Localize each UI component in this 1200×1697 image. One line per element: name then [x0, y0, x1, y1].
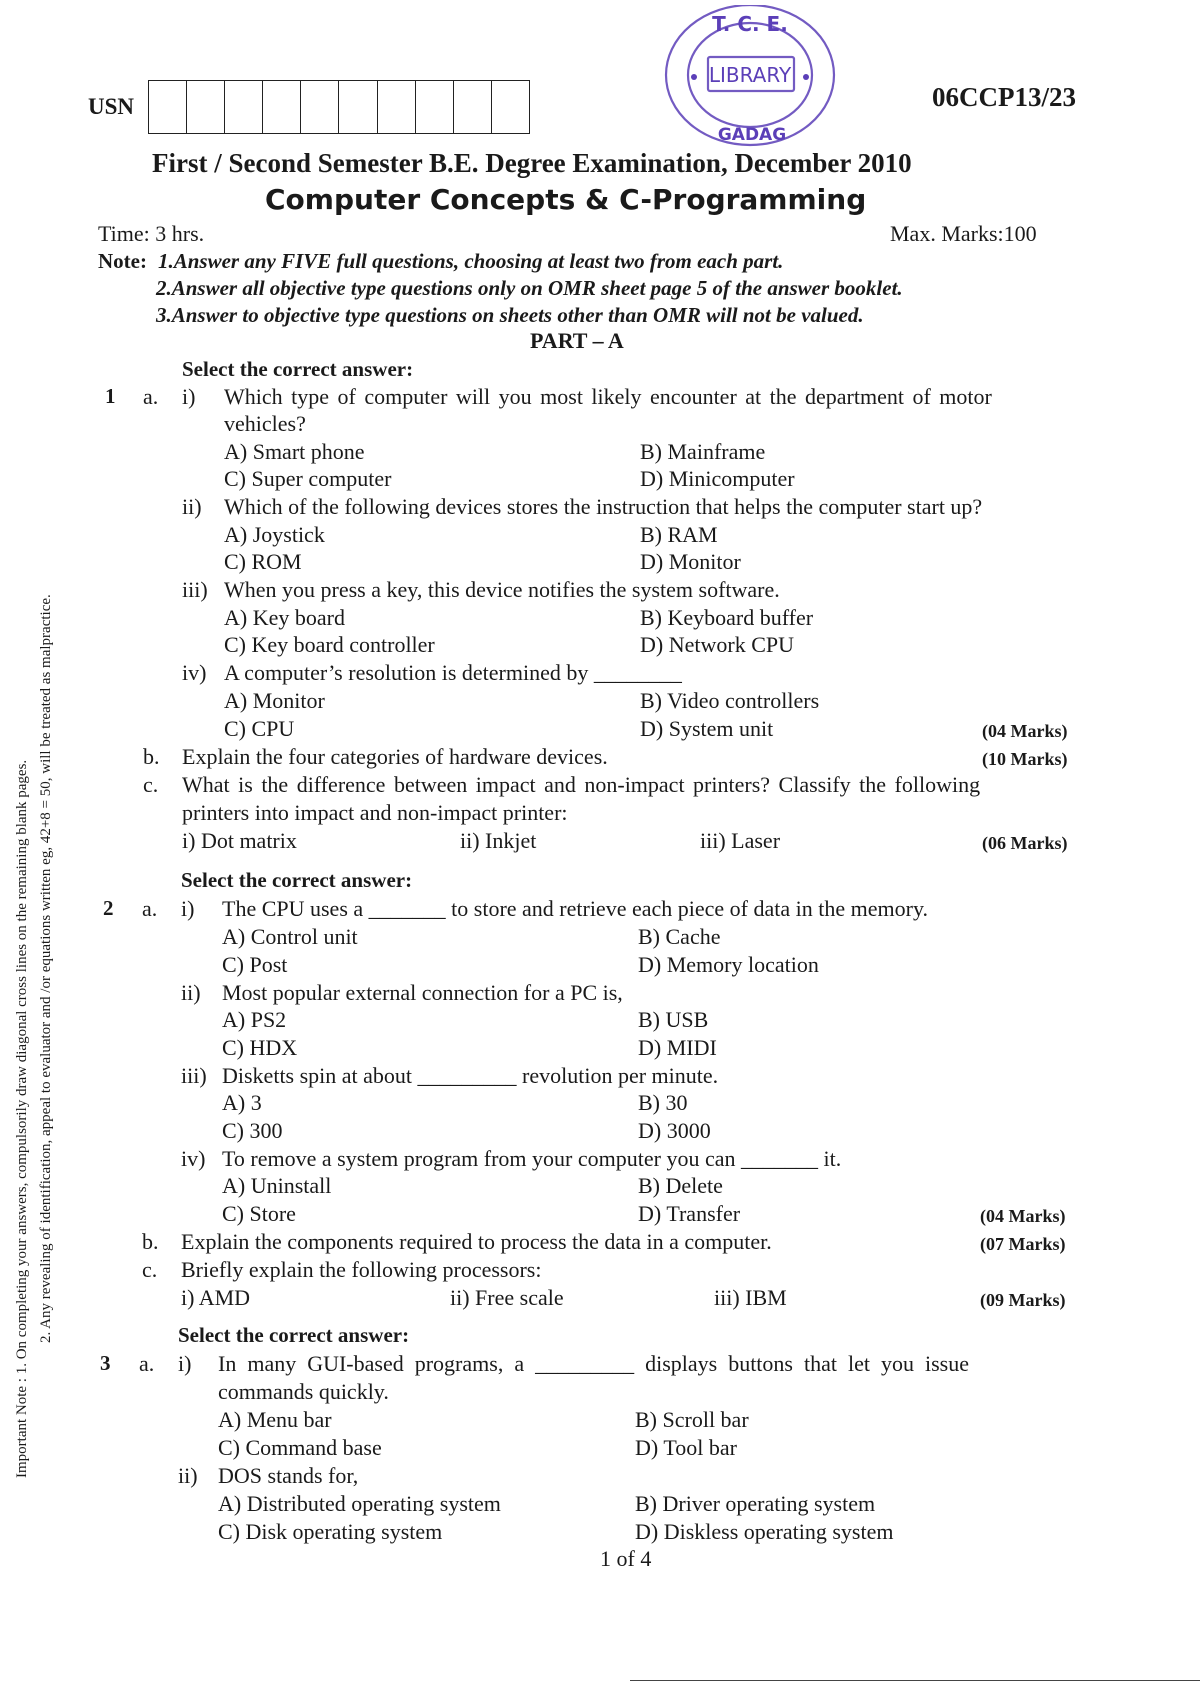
usn-digit-box [378, 81, 416, 133]
q1-part-b: b. [143, 744, 160, 769]
q2-b-marks: (07 Marks) [980, 1234, 1066, 1254]
q1-c-item-ii: ii) Inkjet [460, 828, 537, 853]
q2-a-marks: (04 Marks) [980, 1206, 1066, 1226]
max-marks-label: Max. Marks:100 [890, 221, 1037, 246]
q1-iii-option-d: D) Network CPU [640, 632, 794, 657]
q2-ii-option-b: B) USB [638, 1007, 709, 1032]
q2-b-text: Explain the components required to process the data in a computer. [181, 1229, 772, 1254]
bottom-rule [630, 1680, 1200, 1681]
q2-ii-label: ii) [181, 980, 201, 1005]
exam-title: First / Second Semester B.E. Degree Examination, December 2010 [152, 148, 912, 178]
q1-c-text: What is the difference between impact and non-impact printers? Classify the following [182, 772, 981, 797]
stamp-top-text: T. C. E. [712, 12, 788, 36]
q3-part-a: a. [139, 1351, 155, 1376]
q2-c-item-iii: iii) IBM [714, 1285, 787, 1310]
q2-number: 2 [103, 896, 114, 920]
q2-i-option-a: A) Control unit [222, 924, 358, 949]
note-2: 2.Answer all objective type questions only on OMR sheet page 5 of the answer booklet. [156, 276, 903, 300]
q2-i-text: The CPU uses a _______ to store and retrieve each piece of data in the memory. [222, 896, 929, 921]
q3-i-text-2: commands quickly. [218, 1379, 389, 1404]
q1-ii-option-a: A) Joystick [224, 522, 325, 547]
q1-i-option-c: C) Super computer [224, 466, 392, 491]
note-1: 1.Answer any FIVE full questions, choosing at least two from each part. [158, 249, 784, 273]
subject-title: Computer Concepts & C-Programming [265, 183, 867, 216]
q2-i-option-c: C) Post [222, 952, 288, 977]
stamp-bottom-text: GADAG [717, 125, 787, 145]
usn-digit-box [149, 81, 187, 133]
usn-digit-box [339, 81, 377, 133]
q1-select-heading: Select the correct answer: [182, 357, 414, 381]
q3-i-option-c: C) Command base [218, 1435, 382, 1460]
q1-ii-text: Which of the following devices stores the instruction that helps the computer start up? [224, 494, 983, 519]
q2-iv-label: iv) [181, 1146, 206, 1171]
q1-iii-text: When you press a key, this device notifies the system software. [224, 577, 780, 602]
q1-iv-option-c: C) CPU [224, 716, 295, 741]
q1-i-option-b: B) Mainframe [640, 439, 766, 464]
q1-b-marks: (10 Marks) [982, 749, 1068, 769]
q1-ii-option-b: B) RAM [640, 522, 718, 547]
usn-digit-box [187, 81, 225, 133]
usn-box [148, 80, 530, 134]
side-note-2: 2. Any revealing of identification, appeal to evaluator and /or equations written eg, 42+8 = 50, will be treated as malpractice. [38, 594, 54, 1343]
usn-digit-box [492, 81, 529, 133]
q1-i-option-d: D) Minicomputer [640, 466, 795, 491]
q2-iii-option-d: D) 3000 [638, 1118, 711, 1143]
q2-ii-text: Most popular external connection for a PC is, [222, 980, 623, 1005]
usn-digit-box [225, 81, 263, 133]
q2-iii-label: iii) [181, 1063, 207, 1088]
usn-digit-box [301, 81, 339, 133]
q3-i-label: i) [178, 1351, 192, 1376]
q1-a-marks: (04 Marks) [982, 721, 1068, 741]
q3-select-heading: Select the correct answer: [178, 1323, 410, 1347]
q1-iv-label: iv) [182, 660, 207, 685]
q2-iv-option-a: A) Uninstall [222, 1173, 332, 1198]
q1-ii-option-c: C) ROM [224, 549, 302, 574]
q1-i-text-2: vehicles? [224, 411, 306, 436]
usn-digit-box [454, 81, 492, 133]
q2-ii-option-a: A) PS2 [222, 1007, 287, 1032]
note-label: Note: [98, 249, 147, 273]
q2-iii-text: Disketts spin at about _________ revolution per minute. [222, 1063, 719, 1088]
q2-i-option-b: B) Cache [638, 924, 721, 949]
q2-part-a: a. [142, 896, 158, 921]
library-stamp [660, 5, 840, 155]
q1-part-a: a. [143, 384, 159, 409]
q1-c-item-iii: iii) Laser [700, 828, 781, 853]
q1-c-item-i: i) Dot matrix [182, 828, 297, 853]
q1-iii-option-c: C) Key board controller [224, 632, 435, 657]
q2-iii-option-a: A) 3 [222, 1090, 262, 1115]
q2-c-item-ii: ii) Free scale [450, 1285, 564, 1310]
q3-ii-option-c: C) Disk operating system [218, 1519, 443, 1544]
q2-iv-option-b: B) Delete [638, 1173, 723, 1198]
q2-c-marks: (09 Marks) [980, 1290, 1066, 1310]
side-note-1: Important Note : 1. On completing your answers, compulsorily draw diagonal cross lines on the remaining blank pages. [14, 759, 30, 1478]
time-label: Time: 3 hrs. [98, 221, 205, 246]
q3-i-option-b: B) Scroll bar [635, 1407, 749, 1432]
q1-number: 1 [105, 384, 116, 408]
q1-ii-label: ii) [182, 494, 202, 519]
q2-c-item-i: i) AMD [181, 1285, 251, 1310]
q1-part-c: c. [143, 772, 159, 797]
usn-digit-box [416, 81, 454, 133]
q1-i-text: Which type of computer will you most likely encounter at the department of motor [224, 384, 992, 409]
q1-iii-label: iii) [182, 577, 208, 602]
q2-i-label: i) [181, 896, 195, 921]
q3-ii-option-a: A) Distributed operating system [218, 1491, 501, 1516]
q1-b-text: Explain the four categories of hardware devices. [182, 744, 608, 769]
part-heading: PART – A [530, 328, 624, 353]
note-3: 3.Answer to objective type questions on sheets other than OMR will not be valued. [156, 303, 864, 327]
usn-digit-box [263, 81, 301, 133]
q2-iv-text: To remove a system program from your computer you can _______ it. [222, 1146, 842, 1171]
q1-iv-option-b: B) Video controllers [640, 688, 820, 713]
stamp-middle-text: LIBRARY [708, 63, 792, 87]
q2-i-option-d: D) Memory location [638, 952, 819, 977]
q3-i-option-a: A) Menu bar [218, 1407, 332, 1432]
q2-iii-option-b: B) 30 [638, 1090, 688, 1115]
q1-c-text-2: printers into impact and non-impact printer: [182, 800, 568, 825]
usn-label: USN [88, 94, 135, 119]
q1-iv-option-d: D) System unit [640, 716, 774, 741]
q2-part-c: c. [142, 1257, 158, 1282]
q1-c-marks: (06 Marks) [982, 833, 1068, 853]
q3-i-text: In many GUI-based programs, a _________ displays buttons that let you issue [218, 1351, 969, 1376]
q3-ii-label: ii) [178, 1463, 198, 1488]
q1-iv-option-a: A) Monitor [224, 688, 325, 713]
q1-i-label: i) [182, 384, 196, 409]
q2-iv-option-d: D) Transfer [638, 1201, 741, 1226]
paper-code: 06CCP13/23 [932, 82, 1076, 112]
q2-iv-option-c: C) Store [222, 1201, 296, 1226]
q1-ii-option-d: D) Monitor [640, 549, 741, 574]
q3-ii-option-b: B) Driver operating system [635, 1491, 876, 1516]
q1-iii-option-a: A) Key board [224, 605, 345, 630]
q1-iii-option-b: B) Keyboard buffer [640, 605, 814, 630]
q3-ii-text: DOS stands for, [218, 1463, 359, 1488]
q2-iii-option-c: C) 300 [222, 1118, 283, 1143]
q2-ii-option-d: D) MIDI [638, 1035, 717, 1060]
q2-part-b: b. [142, 1229, 159, 1254]
q3-number: 3 [100, 1351, 111, 1375]
q3-ii-option-d: D) Diskless operating system [635, 1519, 894, 1544]
page-number: 1 of 4 [600, 1546, 652, 1571]
q1-iv-text: A computer’s resolution is determined by ________ [224, 660, 682, 685]
q2-ii-option-c: C) HDX [222, 1035, 298, 1060]
q3-i-option-d: D) Tool bar [635, 1435, 737, 1460]
q1-i-option-a: A) Smart phone [224, 439, 365, 464]
q2-c-text: Briefly explain the following processors: [181, 1257, 542, 1282]
q2-select-heading: Select the correct answer: [181, 868, 413, 892]
